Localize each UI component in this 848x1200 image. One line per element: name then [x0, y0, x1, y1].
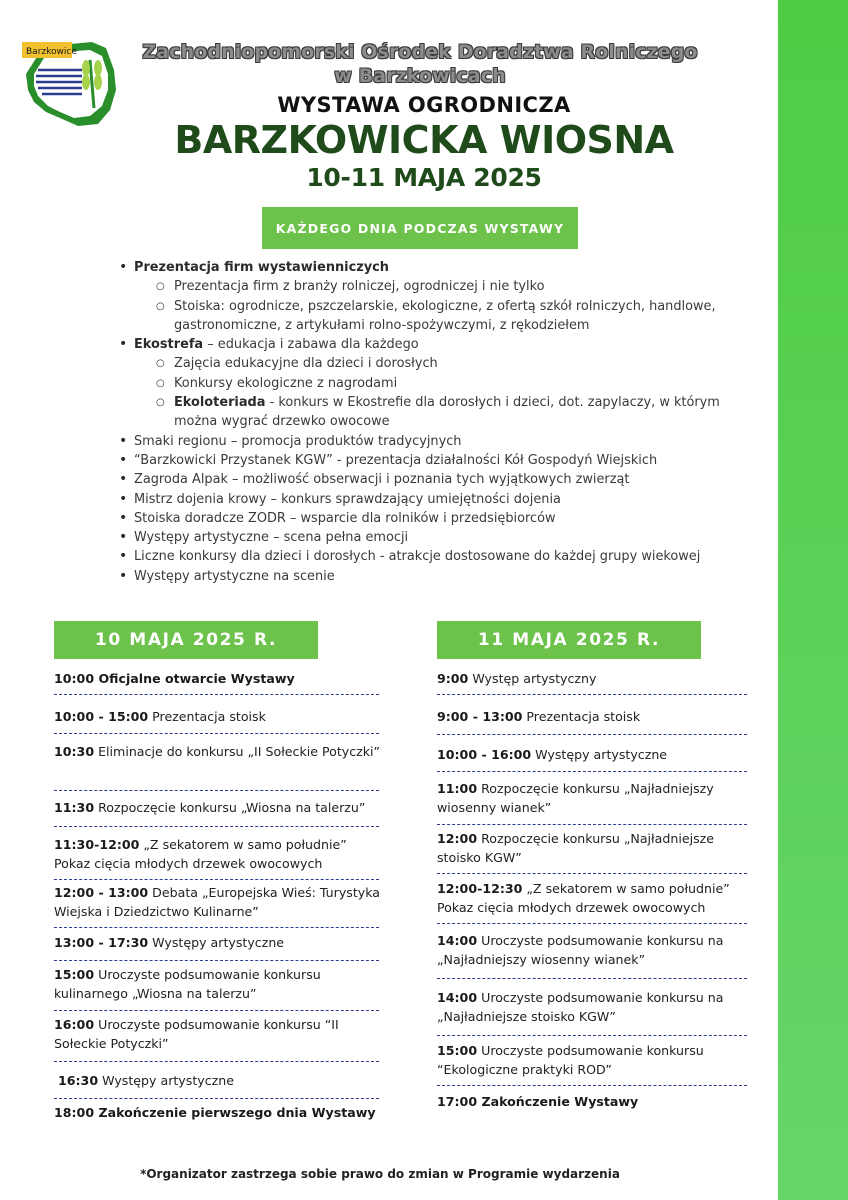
daily-features-list [116, 258, 766, 586]
schedule-item [437, 880, 747, 917]
schedule-time: 10:00 Oficjalne otwarcie Wystawy [54, 671, 295, 686]
schedule-item [437, 670, 747, 689]
schedule-time: 10:30 [54, 744, 95, 759]
schedule-time: 15:00 [437, 1043, 478, 1058]
organization-name-line2: w Barzkowicach [334, 65, 506, 87]
organization-name [120, 40, 720, 88]
schedule-divider [54, 733, 379, 734]
feature-subitem-text: - konkurs w Ekostrefie dla dorosłych i dzieci, dot. zapylaczy, w którym można wygrać drzewko owocowe [174, 395, 720, 430]
schedule-time: 15:00 [54, 967, 95, 982]
schedule-item [54, 708, 384, 727]
schedule-divider [437, 734, 747, 735]
schedule-text: Prezentacja stoisk [148, 709, 266, 724]
schedule-item [437, 989, 747, 1026]
schedule-item [58, 1072, 388, 1091]
schedule-item [437, 1042, 747, 1079]
feature-item: • Liczne konkursy dla dzieci i dorosłych - atrakcje dostosowane do każdej grupy wiekowej [116, 547, 766, 566]
schedule-divider [54, 790, 379, 791]
schedule-divider [54, 960, 379, 961]
schedule-item [437, 1093, 747, 1112]
schedule-text: Uroczyste podsumowanie konkursu “Ekologiczne praktyki ROD” [437, 1043, 704, 1077]
schedule-text: Uroczyste podsumowanie konkursu na „Najładniejszy wiosenny wianek” [437, 933, 724, 967]
schedule-item [437, 746, 747, 765]
schedule-time: 12:00 [437, 831, 478, 846]
schedule-time: 14:00 [437, 933, 478, 948]
schedule-item [437, 708, 747, 727]
schedule-item [54, 884, 384, 921]
schedule-divider [437, 1035, 747, 1036]
schedule-time: 12:00-12:30 [437, 881, 523, 896]
feature-subitem: ○ Zajęcia edukacyjne dla dzieci i dorosłych [134, 354, 766, 373]
schedule-divider [54, 1010, 379, 1011]
schedule-time: 11:30-12:00 [54, 837, 140, 852]
feature-subitem-title: Ekoloteriada [174, 395, 266, 411]
schedule-divider [54, 826, 379, 827]
schedule-divider [437, 824, 747, 825]
schedule-divider [437, 978, 747, 979]
schedule-item [54, 743, 384, 762]
organization-name-line1: Zachodniopomorski Ośrodek Doradztwa Rolniczego [142, 41, 698, 63]
schedule-divider [437, 873, 747, 874]
schedule-divider [437, 923, 747, 924]
logo-text: Barzkowice [26, 47, 77, 57]
schedule-divider [54, 879, 379, 880]
feature-item: • Zagroda Alpak – możliwość obserwacji i poznania tych wyjątkowych zwierząt [116, 470, 766, 489]
schedule-time: 10:00 - 15:00 [54, 709, 149, 724]
feature-title: Ekostrefa [134, 337, 204, 353]
schedule-text: Występy artystyczne [98, 1073, 234, 1088]
feature-item: • Stoiska doradcze ZODR – wsparcie dla rolników i przedsiębiorców [116, 509, 766, 528]
schedule-divider [437, 771, 747, 772]
schedule-time: 16:00 [54, 1017, 95, 1032]
feature-item: • Występy artystyczne – scena pełna emocji [116, 528, 766, 547]
schedule-text: Debata „Europejska Wieś: Turystyka Wiejska i Dziedzictwo Kulinarne” [54, 885, 381, 919]
feature-item [116, 258, 766, 335]
day-2-header: 11 MAJA 2025 R. [437, 621, 701, 659]
feature-subitem: ○ Konkursy ekologiczne z nagrodami [134, 374, 766, 393]
schedule-time: 13:00 - 17:30 [54, 935, 149, 950]
footnote: *Organizator zastrzega sobie prawo do zmian w Programie wydarzenia [140, 1167, 620, 1181]
feature-subitem [134, 393, 766, 432]
schedule-item [437, 830, 747, 867]
daily-program-badge: KAŻDEGO DNIA PODCZAS WYSTAWY [262, 207, 578, 249]
feature-subitem: ○ Prezentacja firm z branży rolniczej, ogrodniczej i nie tylko [134, 277, 766, 296]
schedule-time: 17:00 Zakończenie Wystawy [437, 1094, 639, 1109]
schedule-item [437, 932, 747, 969]
schedule-item [54, 799, 384, 818]
schedule-time: 9:00 - 13:00 [437, 709, 523, 724]
day-1-header: 10 MAJA 2025 R. [54, 621, 318, 659]
schedule-item [54, 1016, 384, 1053]
event-dates: 10-11 MAJA 2025 [306, 163, 542, 192]
schedule-text: Występ artystyczny [468, 671, 597, 686]
schedule-divider [437, 694, 747, 695]
schedule-time: 11:30 [54, 800, 95, 815]
schedule-item [54, 966, 384, 1003]
schedule-text: Uroczyste podsumowanie konkursu kulinarnego „Wiosna na talerzu” [54, 967, 321, 1001]
schedule-divider [54, 1061, 379, 1062]
schedule-divider [437, 1085, 747, 1086]
schedule-divider [54, 1098, 379, 1099]
schedule-divider [54, 694, 379, 695]
event-subtitle: WYSTAWA OGRODNICZA [277, 93, 571, 117]
schedule-item [54, 1104, 384, 1123]
feature-item: • Występy artystyczne na scenie [116, 567, 766, 586]
schedule-text: Uroczyste podsumowanie konkursu “II Sołeckie Potyczki” [54, 1017, 339, 1051]
feature-item: • “Barzkowicki Przystanek KGW” - prezentacja działalności Kół Gospodyń Wiejskich [116, 451, 766, 470]
schedule-item [437, 780, 747, 817]
schedule-time: 10:00 - 16:00 [437, 747, 532, 762]
schedule-time: 12:00 - 13:00 [54, 885, 149, 900]
schedule-text: Występy artystyczne [148, 935, 285, 950]
schedule-item [54, 934, 384, 953]
schedule-text: Eliminacje do konkursu „II Sołeckie Potyczki” [94, 744, 381, 759]
schedule-text: Uroczyste podsumowanie konkursu na „Najładniejsze stoisko KGW” [437, 990, 724, 1024]
schedule-time: 18:00 Zakończenie pierwszego dnia Wystawy [54, 1105, 376, 1120]
schedule-time: 9:00 [437, 671, 469, 686]
feature-title: Prezentacja firm wystawienniczych [134, 260, 389, 275]
schedule-item [54, 836, 384, 873]
schedule-text: Rozpoczęcie konkursu „Najładniejsze stoisko KGW” [437, 831, 714, 865]
feature-item [116, 335, 766, 431]
schedule-text: „Z sekatorem w samo południe” Pokaz cięcia młodych drzewek owocowych [437, 881, 730, 915]
schedule-text: „Z sekatorem w samo południe” Pokaz cięcia młodych drzewek owocowych [54, 837, 347, 871]
schedule-text: Rozpoczęcie konkursu „Najładniejszy wiosenny wianek” [437, 781, 714, 815]
schedule-time: 11:00 [437, 781, 478, 796]
feature-text: – edukacja i zabawa dla każdego [203, 337, 419, 353]
schedule-text: Występy artystyczne [531, 747, 668, 762]
schedule-divider [54, 927, 379, 928]
schedule-item [54, 670, 384, 689]
feature-item: • Mistrz dojenia krowy – konkurs sprawdzający umiejętności dojenia [116, 490, 766, 509]
schedule-time: 14:00 [437, 990, 478, 1005]
schedule-time: 16:30 [58, 1073, 99, 1088]
schedule-text: Prezentacja stoisk [522, 709, 641, 724]
event-title: BARZKOWICKA WIOSNA [174, 118, 674, 162]
feature-item: • Smaki regionu – promocja produktów tradycyjnych [116, 432, 766, 451]
schedule-text: Rozpoczęcie konkursu „Wiosna na talerzu” [94, 800, 366, 815]
feature-subitem: ○ Stoiska: ogrodnicze, pszczelarskie, ekologiczne, z ofertą szkół rolniczych, handlowe, gastronomiczne, z artykułami rolno-spożywczymi, z rękodziełem [134, 297, 766, 336]
